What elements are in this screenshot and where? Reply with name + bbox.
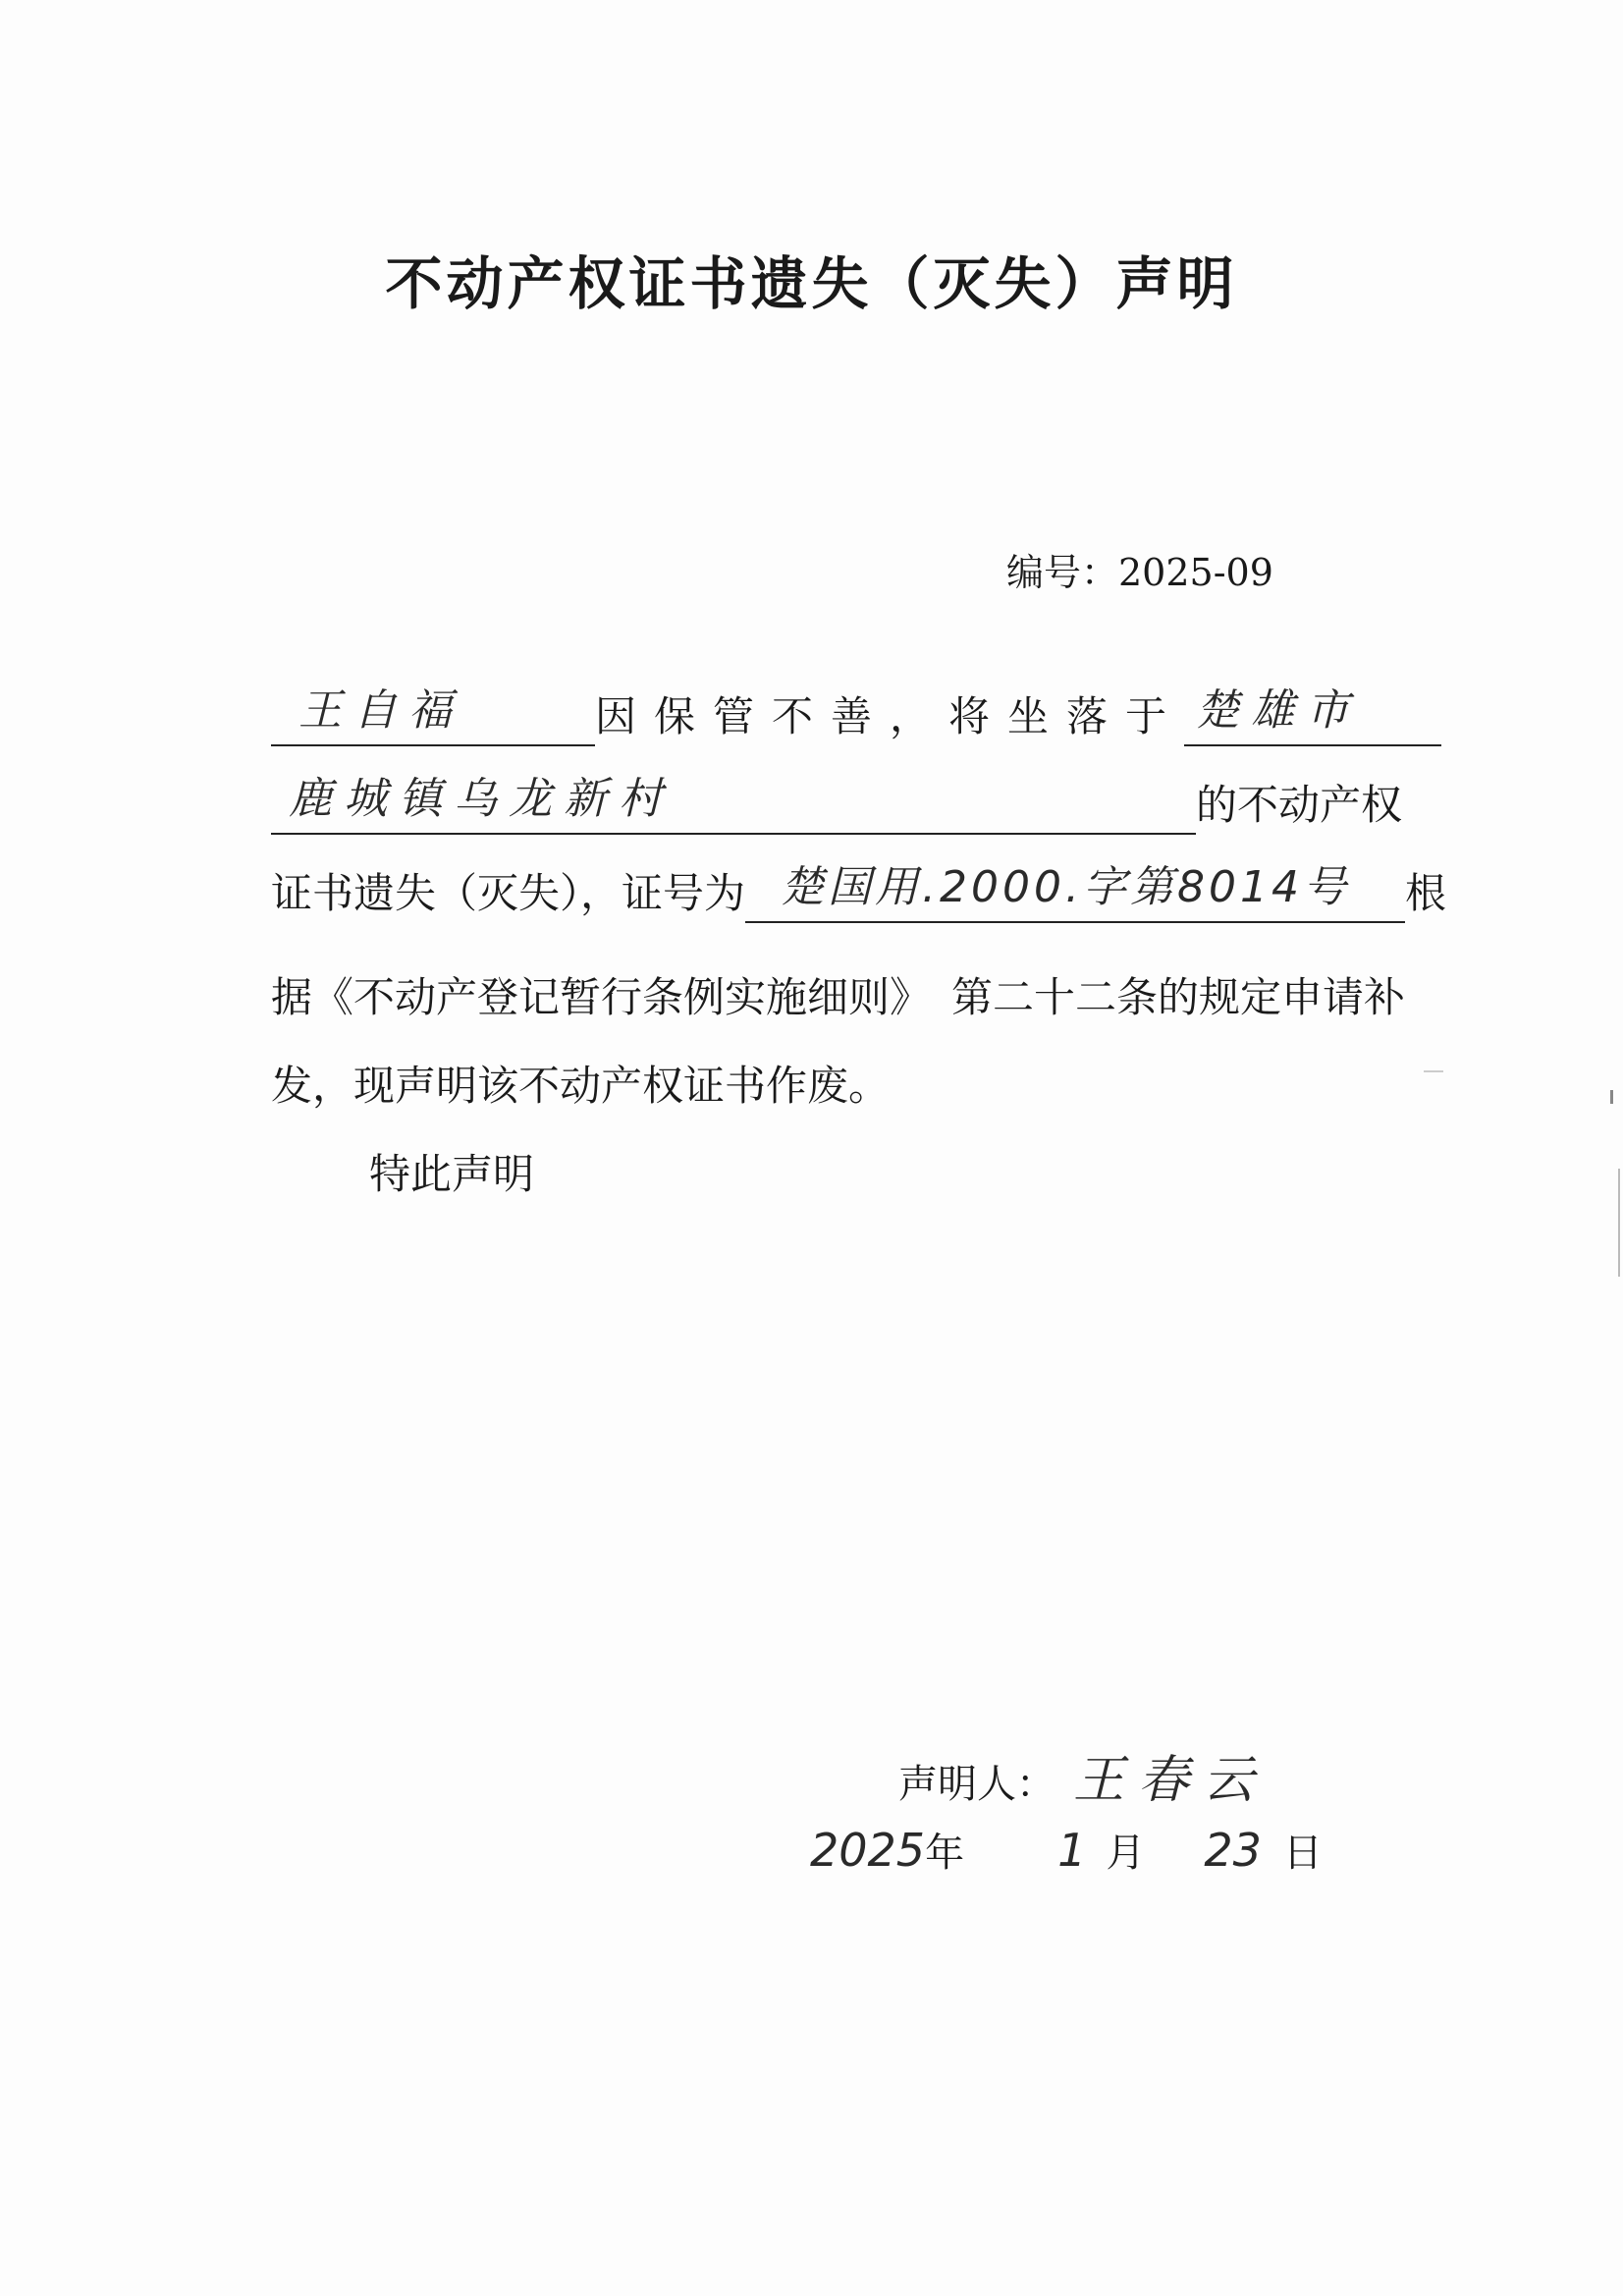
date-month-unit: 月 bbox=[1106, 1831, 1146, 1876]
scan-edge-mark bbox=[1618, 1169, 1620, 1277]
paragraph-line-4: 据《不动产登记暂行条例实施细则》 第二十二条的规定申请补 bbox=[271, 973, 1406, 1021]
hereby-declare: 特此声明 bbox=[369, 1150, 535, 1198]
paragraph-line-1 bbox=[271, 687, 1441, 746]
date-year: 2025 bbox=[810, 1824, 926, 1877]
text-property: 的不动产权 bbox=[1196, 781, 1403, 829]
text-lost-due: 因保管不善，将坐落于 bbox=[595, 692, 1185, 740]
signature-row bbox=[898, 1738, 1268, 1812]
location-field-2 bbox=[271, 774, 1196, 835]
date-year-unit: 年 bbox=[925, 1831, 965, 1876]
document-title: 不动产权证书遗失（灭失）声明 bbox=[385, 250, 1238, 317]
location-field-1 bbox=[1184, 685, 1441, 746]
signature-label: 声明人： bbox=[898, 1762, 1055, 1807]
owner-name-field bbox=[271, 685, 595, 746]
paragraph-line-5: 发，现声明该不动产权证书作废。 bbox=[271, 1062, 891, 1110]
scan-speck bbox=[1424, 1070, 1443, 1072]
serial-number: 编号：2025-09 bbox=[1006, 551, 1273, 594]
location-handwriting-2: 鹿城镇乌龙新村 bbox=[289, 774, 674, 824]
scan-speck bbox=[1610, 1090, 1613, 1104]
signature-handwriting: 王春云 bbox=[1073, 1751, 1269, 1810]
owner-name-handwriting: 王自福 bbox=[298, 685, 463, 736]
text-according: 根 bbox=[1405, 869, 1447, 917]
location-handwriting-1: 楚雄市 bbox=[1196, 685, 1362, 736]
paragraph-line-2 bbox=[271, 776, 1402, 835]
date-month: 1 bbox=[1057, 1824, 1087, 1877]
date-day-unit: 日 bbox=[1282, 1831, 1323, 1876]
date-day: 23 bbox=[1204, 1824, 1262, 1877]
cert-number-handwriting: 楚国用.2000.字第8014号 bbox=[781, 862, 1350, 912]
text-cert-lost: 证书遗失（灭失），证号为 bbox=[271, 869, 746, 917]
paragraph-line-3 bbox=[271, 864, 1446, 923]
date-row bbox=[810, 1822, 1323, 1878]
cert-number-field bbox=[745, 862, 1405, 923]
